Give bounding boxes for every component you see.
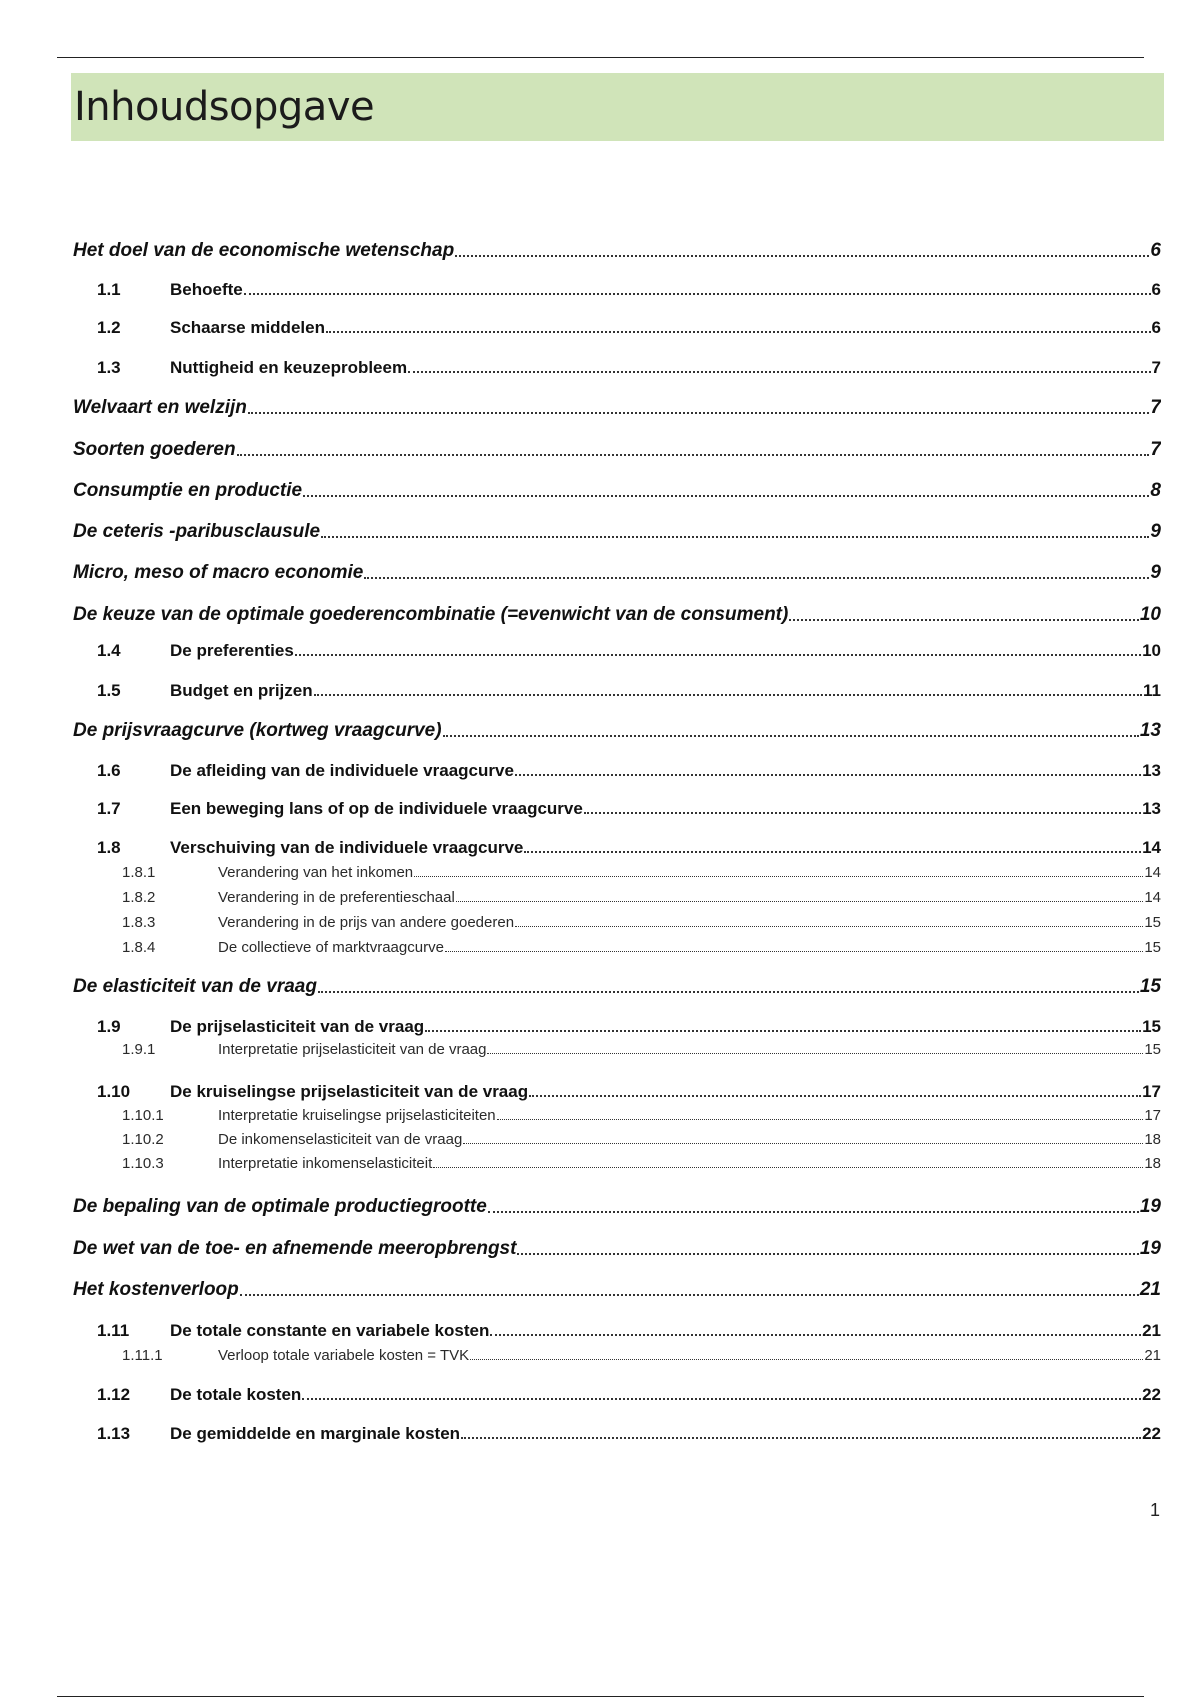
toc-entry[interactable] — [73, 240, 1161, 262]
toc-entry-label: De ceteris -paribusclausule — [73, 521, 321, 542]
toc-entry-label: De prijselasticiteit van de vraag — [170, 1017, 425, 1036]
toc-entry-page: 21 — [1144, 1347, 1161, 1364]
dot-leader — [488, 1211, 1139, 1213]
toc-entry-number: 1.10.2 — [122, 1131, 164, 1148]
toc-entry-page: 13 — [1142, 761, 1161, 780]
toc-entry-page: 14 — [1142, 838, 1161, 857]
dot-leader — [295, 654, 1141, 656]
toc-entry-number: 1.12 — [97, 1385, 131, 1404]
toc-entry-page: 9 — [1150, 521, 1161, 542]
dot-leader — [455, 255, 1149, 257]
dot-leader — [326, 331, 1151, 333]
toc-entry-page: 14 — [1144, 889, 1161, 906]
toc-entry[interactable] — [73, 480, 1161, 502]
toc-entry[interactable] — [73, 1107, 1161, 1124]
toc-entry-label: De inkomenselasticiteit van de vraag — [218, 1131, 463, 1148]
toc-entry-label: De kruiselingse prijselasticiteit van de vraag — [170, 1082, 529, 1101]
toc-entry-page: 13 — [1142, 799, 1161, 818]
dot-leader — [515, 926, 1143, 927]
toc-entry-number: 1.4 — [97, 641, 121, 660]
toc-entry-number: 1.8.1 — [122, 864, 156, 881]
toc-entry-label: Interpretatie prijselasticiteit van de vraag — [218, 1041, 487, 1058]
dot-leader — [487, 1053, 1143, 1054]
toc-entry-page: 6 — [1151, 318, 1161, 337]
toc-entry-page: 14 — [1144, 864, 1161, 881]
toc-entry[interactable] — [73, 761, 1161, 781]
toc-entry-page: 18 — [1144, 1155, 1161, 1172]
toc-entry-page: 21 — [1142, 1321, 1161, 1340]
toc-entry[interactable] — [73, 838, 1161, 858]
toc-entry-number: 1.8.3 — [122, 914, 156, 931]
toc-entry-label: Het kostenverloop — [73, 1279, 239, 1300]
page-number: 1 — [1149, 1500, 1160, 1520]
toc-entry-page: 10 — [1139, 604, 1161, 625]
toc-entry[interactable] — [73, 641, 1161, 661]
toc-entry[interactable] — [73, 604, 1161, 626]
toc-entry[interactable] — [73, 280, 1161, 300]
toc-entry-page: 15 — [1144, 939, 1161, 956]
toc-entry[interactable] — [73, 1082, 1161, 1102]
toc-entry[interactable] — [73, 1017, 1161, 1037]
toc-entry[interactable] — [73, 562, 1161, 584]
toc-entry[interactable] — [73, 1041, 1161, 1058]
toc-entry-page: 7 — [1150, 397, 1161, 418]
toc-entry-label: De prijsvraagcurve (kortweg vraagcurve) — [73, 720, 442, 741]
toc-entry-page: 17 — [1144, 1107, 1161, 1124]
toc-entry-page: 6 — [1150, 240, 1161, 261]
toc-entry[interactable] — [73, 681, 1161, 701]
toc-entry-label: De preferenties — [170, 641, 294, 660]
toc-entry-page: 15 — [1144, 914, 1161, 931]
dot-leader — [490, 1334, 1141, 1336]
toc-entry-number: 1.9 — [97, 1017, 121, 1036]
toc-entry-page: 15 — [1142, 1017, 1161, 1036]
toc-entry-label: De elasticiteit van de vraag — [73, 976, 317, 997]
toc-entry[interactable] — [73, 864, 1161, 881]
toc-entry-page: 18 — [1144, 1131, 1161, 1148]
toc-entry-label: Het doel van de economische wetenschap — [73, 240, 455, 261]
toc-entry-label: De totale constante en variabele kosten — [170, 1321, 490, 1340]
toc-entry-page: 21 — [1139, 1279, 1161, 1300]
toc-entry-number: 1.8.4 — [122, 939, 156, 956]
toc-entry-label: De afleiding van de individuele vraagcurve — [170, 761, 514, 780]
toc-entry-page: 19 — [1139, 1196, 1161, 1217]
toc-entry-number: 1.8.2 — [122, 889, 156, 906]
page-title: Inhoudsopgave — [74, 84, 375, 130]
toc-entry-number: 1.10.1 — [122, 1107, 164, 1124]
toc-entry-page: 19 — [1139, 1238, 1161, 1259]
toc-entry-number: 1.10 — [97, 1082, 131, 1101]
toc-entry[interactable] — [73, 720, 1161, 742]
toc-entry-number: 1.10.3 — [122, 1155, 164, 1172]
dot-leader — [314, 694, 1142, 696]
toc-entry-label: Verschuiving van de individuele vraagcurve — [170, 838, 524, 857]
toc-entry-label: Interpretatie inkomenselasticiteit — [218, 1155, 433, 1172]
dot-leader — [443, 735, 1139, 737]
dot-leader — [408, 371, 1150, 373]
toc-entry-label: De wet van de toe- en afnemende meeropbrengst — [73, 1238, 517, 1259]
toc-entry[interactable] — [73, 1385, 1161, 1405]
toc-entry-label: De collectieve of marktvraagcurve — [218, 939, 444, 956]
dot-leader — [463, 1143, 1143, 1144]
toc-entry[interactable] — [73, 939, 1161, 956]
toc-entry-number: 1.8 — [97, 838, 121, 857]
toc-entry-number: 1.13 — [97, 1424, 131, 1443]
toc-entry-page: 10 — [1142, 641, 1161, 660]
toc-entry[interactable] — [73, 521, 1161, 543]
toc-entry-label: De gemiddelde en marginale kosten — [170, 1424, 461, 1443]
dot-leader — [425, 1030, 1141, 1032]
toc-entry-page: 22 — [1142, 1424, 1161, 1443]
toc-entry-label: Behoefte — [170, 280, 243, 299]
toc-entry-label: Verandering in de preferentieschaal — [218, 889, 455, 906]
toc-entry[interactable] — [73, 1155, 1161, 1172]
toc-entry-number: 1.5 — [97, 681, 121, 700]
dot-leader — [302, 1398, 1141, 1400]
dot-leader — [461, 1437, 1141, 1439]
dot-leader — [529, 1095, 1141, 1097]
toc-entry-number: 1.2 — [97, 318, 121, 337]
header-rule — [57, 57, 1144, 58]
toc-entry[interactable] — [73, 1347, 1161, 1364]
dot-leader — [524, 851, 1141, 853]
toc-entry-label: Interpretatie kruiselingse prijselasticiteiten — [218, 1107, 496, 1124]
dot-leader — [364, 577, 1149, 579]
dot-leader — [321, 536, 1149, 538]
toc-entry-label: Welvaart en welzijn — [73, 397, 247, 418]
dot-leader — [445, 951, 1143, 952]
toc-entry[interactable] — [73, 1131, 1161, 1148]
dot-leader — [240, 1294, 1139, 1296]
toc-entry-page: 8 — [1150, 480, 1161, 501]
toc-entry-page: 22 — [1142, 1385, 1161, 1404]
toc-entry-label: Micro, meso of macro economie — [73, 562, 364, 583]
toc-entry-number: 1.3 — [97, 358, 121, 377]
toc-entry-page: 6 — [1151, 280, 1161, 299]
toc-entry[interactable] — [73, 1321, 1161, 1341]
toc-entry[interactable] — [73, 358, 1161, 378]
toc-entry-page: 15 — [1144, 1041, 1161, 1058]
toc-entry-page: 15 — [1139, 976, 1161, 997]
toc-entry-page: 7 — [1150, 439, 1161, 460]
toc-entry-label: Consumptie en productie — [73, 480, 303, 501]
toc-entry[interactable] — [73, 1424, 1161, 1444]
toc-entry-page: 11 — [1143, 681, 1161, 700]
dot-leader — [237, 454, 1150, 456]
toc-entry-label: De keuze van de optimale goederencombinatie (=evenwicht van de consument) — [73, 604, 789, 625]
toc-entry-page: 13 — [1139, 720, 1161, 741]
toc-entry-number: 1.1 — [97, 280, 121, 299]
title-banner — [71, 73, 1164, 141]
toc-entry[interactable] — [73, 318, 1161, 338]
toc-entry-label: Budget en prijzen — [170, 681, 313, 700]
toc-entry-label: De bepaling van de optimale productiegrootte — [73, 1196, 487, 1217]
dot-leader — [303, 495, 1149, 497]
dot-leader — [248, 412, 1150, 414]
dot-leader — [789, 619, 1139, 621]
toc-entry-number: 1.6 — [97, 761, 121, 780]
toc-entry-number: 1.11.1 — [122, 1347, 163, 1364]
toc-entry-page: 7 — [1151, 358, 1161, 377]
dot-leader — [414, 876, 1143, 877]
toc-entry[interactable] — [73, 976, 1161, 998]
toc-entry-page: 9 — [1150, 562, 1161, 583]
toc-entry-label: Soorten goederen — [73, 439, 236, 460]
toc-entry[interactable] — [73, 889, 1161, 906]
toc-entry[interactable] — [73, 439, 1161, 461]
toc-entry-label: Verandering van het inkomen — [218, 864, 414, 881]
toc-entry[interactable] — [73, 1196, 1161, 1218]
toc-entry-label: Verandering in de prijs van andere goederen — [218, 914, 515, 931]
dot-leader — [433, 1167, 1143, 1168]
dot-leader — [584, 812, 1141, 814]
dot-leader — [517, 1253, 1138, 1255]
toc-entry[interactable] — [73, 397, 1161, 419]
toc-entry-number: 1.7 — [97, 799, 121, 818]
toc-entry-page: 17 — [1142, 1082, 1161, 1101]
toc-entry-label: Schaarse middelen — [170, 318, 325, 337]
toc-entry[interactable] — [73, 799, 1161, 819]
dot-leader — [470, 1359, 1143, 1360]
toc-entry[interactable] — [73, 1238, 1161, 1260]
toc-entry-number: 1.9.1 — [122, 1041, 156, 1058]
dot-leader — [515, 774, 1141, 776]
toc-entry-label: Verloop totale variabele kosten = TVK — [218, 1347, 470, 1364]
toc-entry-label: Nuttigheid en keuzeprobleem — [170, 358, 408, 377]
toc-entry[interactable] — [73, 1279, 1161, 1301]
toc-entry-label: Een beweging lans of op de individuele vraagcurve — [170, 799, 583, 818]
footer-rule — [57, 1696, 1144, 1697]
toc-entry-number: 1.11 — [97, 1321, 130, 1340]
dot-leader — [497, 1119, 1144, 1120]
toc-entry-label: De totale kosten — [170, 1385, 302, 1404]
dot-leader — [244, 293, 1151, 295]
dot-leader — [456, 901, 1143, 902]
toc-entry[interactable] — [73, 914, 1161, 931]
dot-leader — [318, 991, 1139, 993]
